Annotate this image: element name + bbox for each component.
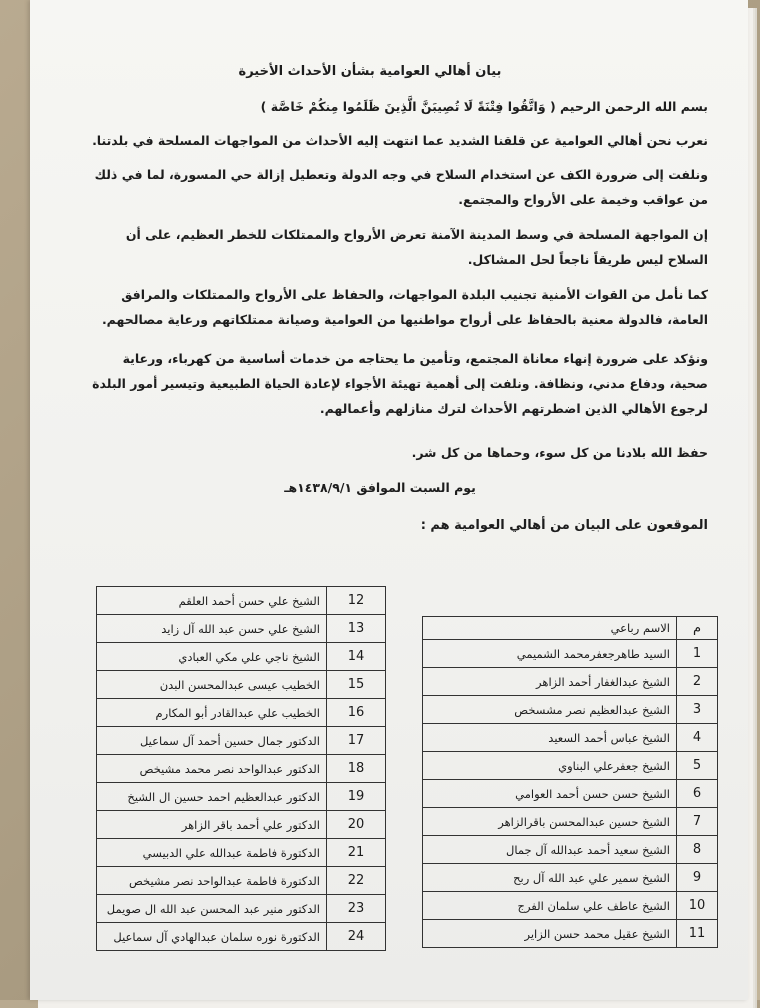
row-number: 5 <box>677 752 718 780</box>
row-name: الشيخ عقيل محمد حسن الزاير <box>423 920 677 948</box>
paragraph-3: إن المواجهة المسلحة في وسط المدينة الآمنة تعرض الأرواح والممتلكات للخطر العظيم، على أن السلاح ليس طريقاً ناجعاً لحل المشاكل. <box>125 227 708 267</box>
paragraph-4: كما نأمل من القوات الأمنية تجنيب البلدة المواجهات، والحفاظ على الأرواح والممتلكات والمرافق العامة، فالدولة معنية بالحفاظ على أرواح مواطنيها من العوامية وصيانة ممتلكاتهم ورعاية مصالحهم. <box>101 287 708 327</box>
table-row <box>97 699 386 727</box>
row-number: 3 <box>677 696 718 724</box>
paragraph-2: ونلفت إلى ضرورة الكف عن استخدام السلاح في وجه الدولة وتعطيل إزالة حي المسورة، لما في ذلك من عواقب وخيمة على الأرواح والمجتمع. <box>94 167 708 207</box>
table-row <box>97 727 386 755</box>
row-name: الدكتور عبدالواحد نصر محمد مشيخص <box>97 755 327 783</box>
table-row <box>423 808 718 836</box>
row-number: 6 <box>677 780 718 808</box>
date-line: يوم السبت الموافق ١٤٣٨/٩/١هـ <box>284 480 476 495</box>
row-number: 7 <box>677 808 718 836</box>
paragraph-6: حفظ الله بلادنا من كل سوء، وحماها من كل شر. <box>411 445 708 460</box>
table-row <box>423 836 718 864</box>
row-name: الشيخ جعفرعلي البناوي <box>423 752 677 780</box>
table-row <box>423 668 718 696</box>
header-name: الاسم رباعي <box>423 617 677 640</box>
table-header-row <box>423 617 718 640</box>
row-number: 20 <box>327 811 386 839</box>
table-row <box>423 696 718 724</box>
row-number: 19 <box>327 783 386 811</box>
row-name: الدكتورة فاطمة عبدالله علي الدبيسي <box>97 839 327 867</box>
row-name: الشيخ عبدالغفار أحمد الزاهر <box>423 668 677 696</box>
row-name: الدكتور منير عبد المحسن عبد الله ال صويمل <box>97 895 327 923</box>
table-row <box>423 724 718 752</box>
row-name: الشيخ عباس أحمد السعيد <box>423 724 677 752</box>
row-name: الشيخ حسن حسن أحمد العوامي <box>423 780 677 808</box>
row-number: 11 <box>677 920 718 948</box>
header-num: م <box>677 617 718 640</box>
row-number: 22 <box>327 867 386 895</box>
row-name: الشيخ سمير علي عبد الله آل ربح <box>423 864 677 892</box>
table-row <box>423 864 718 892</box>
row-name: الشيخ عبدالعظيم نصر مشسخص <box>423 696 677 724</box>
table-row <box>97 643 386 671</box>
table-row <box>97 923 386 951</box>
paragraph-1: نعرب نحن أهالي العوامية عن قلقنا الشديد عما انتهت إليه الأحداث من المواجهات المسلحة في بلدتنا. <box>92 133 708 148</box>
table-row <box>97 615 386 643</box>
row-number: 12 <box>327 587 386 615</box>
row-number: 4 <box>677 724 718 752</box>
row-name: الشيخ سعيد أحمد عبدالله آل جمال <box>423 836 677 864</box>
table-row <box>97 839 386 867</box>
table-row <box>97 587 386 615</box>
row-name: الخطيب عيسى عبدالمحسن البدن <box>97 671 327 699</box>
table-row <box>423 892 718 920</box>
table-row <box>97 783 386 811</box>
table-row <box>423 780 718 808</box>
table-row <box>423 920 718 948</box>
table-row <box>97 755 386 783</box>
row-name: الشيخ حسين عبدالمحسن باقرالزاهر <box>423 808 677 836</box>
row-number: 1 <box>677 640 718 668</box>
row-name: الدكتورة فاطمة عبدالواحد نصر مشيخص <box>97 867 327 895</box>
row-name: الدكتور جمال حسين أحمد آل سماعيل <box>97 727 327 755</box>
table-row <box>97 895 386 923</box>
row-name: الدكتورة نوره سلمان عبدالهادي آل سماعيل <box>97 923 327 951</box>
basmala: بسم الله الرحمن الرحيم ( وَاتَّقُوا فِتْنَةً لَا تُصِيبَنَّ الَّذِينَ ظَلَمُوا مِنكُمْ خَاصَّة ) <box>260 99 708 114</box>
row-name: الدكتور علي أحمد باقر الزاهر <box>97 811 327 839</box>
row-name: الشيخ عاطف علي سلمان الفرج <box>423 892 677 920</box>
signers-heading: الموقعون على البيان من أهالي العوامية هم : <box>420 518 708 533</box>
document-page <box>30 0 748 1000</box>
row-number: 23 <box>327 895 386 923</box>
row-name: السيد طاهرجعفرمحمد الشميمي <box>423 640 677 668</box>
table-row <box>423 752 718 780</box>
signers-table-right <box>422 616 718 948</box>
row-number: 24 <box>327 923 386 951</box>
row-number: 16 <box>327 699 386 727</box>
row-number: 13 <box>327 615 386 643</box>
row-name: الشيخ علي حسن عبد الله آل زايد <box>97 615 327 643</box>
paragraph-5: ونؤكد على ضرورة إنهاء معاناة المجتمع، وتأمين ما يحتاجه من خدمات أساسية من كهرباء، ورعاية صحية، ودفاع مدني، ونظافة. ونلفت إلى أهمية تهيئة الأجواء لإعادة الحياة الطبيعية وتيسير أمور البلدة لرجوع الأهالي الذين اضطرتهم الأحداث لترك منازلهم وأعمالهم. <box>92 351 708 416</box>
row-name: الخطيب علي عبدالقادر أبو المكارم <box>97 699 327 727</box>
row-number: 10 <box>677 892 718 920</box>
row-number: 9 <box>677 864 718 892</box>
row-number: 2 <box>677 668 718 696</box>
row-number: 14 <box>327 643 386 671</box>
table-row <box>423 640 718 668</box>
table-row <box>97 811 386 839</box>
row-name: الشيخ ناجي علي مكي العبادي <box>97 643 327 671</box>
row-name: الدكتور عبدالعظيم احمد حسين ال الشيخ <box>97 783 327 811</box>
row-number: 17 <box>327 727 386 755</box>
signers-table-left <box>96 586 386 951</box>
row-number: 21 <box>327 839 386 867</box>
row-name: الشيخ علي حسن أحمد العلقم <box>97 587 327 615</box>
table-row <box>97 671 386 699</box>
document-title: بيان أهالي العوامية بشأن الأحداث الأخيرة <box>238 64 502 79</box>
table-row <box>97 867 386 895</box>
row-number: 15 <box>327 671 386 699</box>
row-number: 8 <box>677 836 718 864</box>
row-number: 18 <box>327 755 386 783</box>
